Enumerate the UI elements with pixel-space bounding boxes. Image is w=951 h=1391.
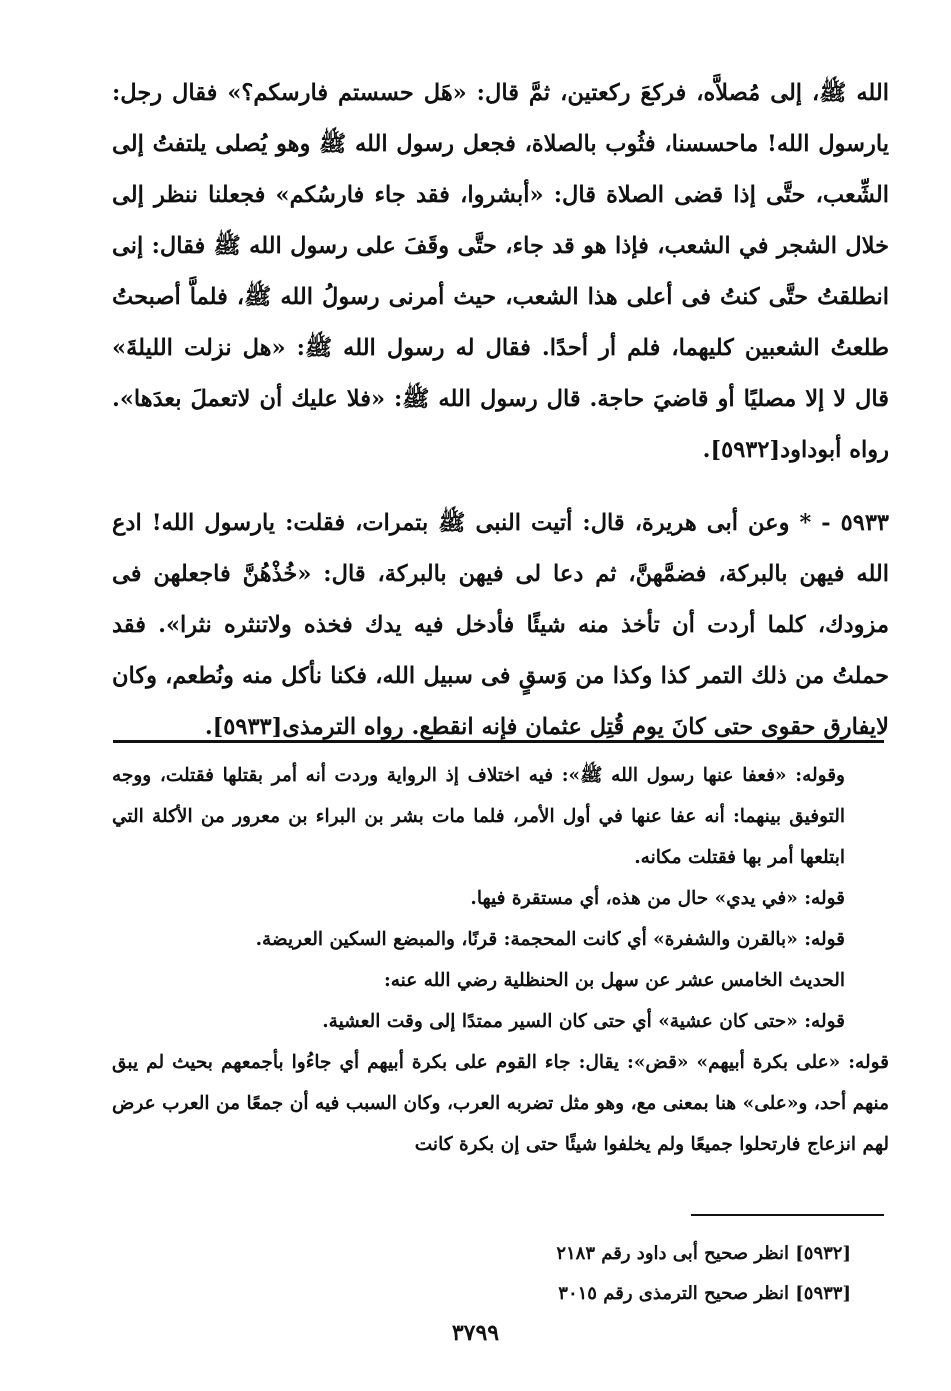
commentary-paragraph-2: قوله: «في يدي» حال من هذه، أي مستقرة فيها. [470,888,845,909]
commentary-heading: الحديث الخامس عشر عن سهل بن الحنظلية رضي الله عنه: [383,970,845,991]
commentary-paragraph-5: قوله: «على بكرة أبيهم» «قض»: يقال: جاء القوم على بكرة أبيهم أي جاءُوا بأجمعهم بحيث لم يبق منهم أحد، و«على» هنا بمعنى مع، وهو مثل تضربه العرب، وكان السبب فيه أن جمعًا من العرب عرض لهم انزعاج فارتحلوا جميعًا ولم يخلفوا شيئًا حتى إن بكرة كانت [112,1052,889,1155]
commentary-section [112,755,889,1165]
commentary-paragraph-3: قوله: «بالقرن والشفرة» أي كانت المحجمة: قرنًا، والمبضع السكين العريضة. [255,929,845,950]
commentary-separator-line [113,740,884,743]
page-number: ٣٧٩٩ [451,1320,500,1346]
main-hadith-text [112,68,889,753]
paragraph-gap [112,476,889,498]
footnotes [351,1234,851,1314]
hadith-5933: ٥٩٣٣ - * وعن أبى هريرة، قال: أتيت النبى ﷺ بتمرات، فقلت: يارسول الله! ادع الله فيهن بالبركة، فضمَّهنَّ، ثم دعا لى فيهن بالبركة، قال: «خُذْهُنَّ فاجعلهن فى مزودك، كلما أردت أن تأخذ منه شيئًا فأدخل فيه يدك فخذه ولاتنثره نثرا». فقد حملتُ من ذلك التمر كذا وكذا من وَسقٍ فى سبيل الله، فكنا نأكل منه ونُطعم، وكان لايفارق حقوى حتى كانَ يوم قُتِل عثمان فإنه انقطع. رواه الترمذى[٥٩٣٣]. [112,510,889,740]
footnote-5933: [٥٩٣٣] انظر صحيح الترمذى رقم ٣٠١٥ [558,1283,851,1304]
footnote-separator-line [691,1214,884,1216]
hadith-5932-continuation: الله ﷺ، إلى مُصلاَّه، فركعَ ركعتين، ثمَّ قال: «هَل حسستم فارسكم؟» فقال رجل: يارسول الله! ماحسسنا، فثُوب بالصلاة، فجعل رسول الله ﷺ وهو يُصلى يلتفتُ إلى الشِّعب، حتَّى إذا قضى الصلاة قال: «أبشروا، فقد جاء فارسُكم» فجعلنا ننظر إلى خلال الشجر في الشعب، فإذا هو قد جاء، حتَّى وقَفَ على رسول الله ﷺ فقال: إنى انطلقتُ حتَّى كنتُ فى أعلى هذا الشعب، حيث أمرنى رسولُ الله ﷺ، فلماَّ أصبحتُ طلعتُ الشعبين كليهما، فلم أر أحدًا. فقال له رسول الله ﷺ: «هل نزلت الليلةَ» قال لا إلا مصليًا أو قاضيَ حاجة. قال رسول الله ﷺ: «فلا عليك أن لاتعملَ بعدَها». رواه أبوداود[٥٩٣٢]. [112,80,889,463]
footnote-5932: [٥٩٣٢] انظر صحيح أبى داود رقم ٢١٨٣ [556,1243,851,1264]
commentary-paragraph-1: وقوله: «فعفا عنها رسول الله ﷺ»: فيه اختلاف إذ الرواية وردت أنه أمر بقتلها فقتلت، ووجه التوفيق بينهما: أنه عفا عنها في أول الأمر، فلما مات بشر بن البراء بن معرور من الأكلة التي ابتلعها أمر بها فقتلت مكانه. [112,765,845,868]
commentary-paragraph-4: قوله: «حتى كان عشية» أي حتى كان السير ممتدًا إلى وقت العشية. [322,1011,845,1032]
